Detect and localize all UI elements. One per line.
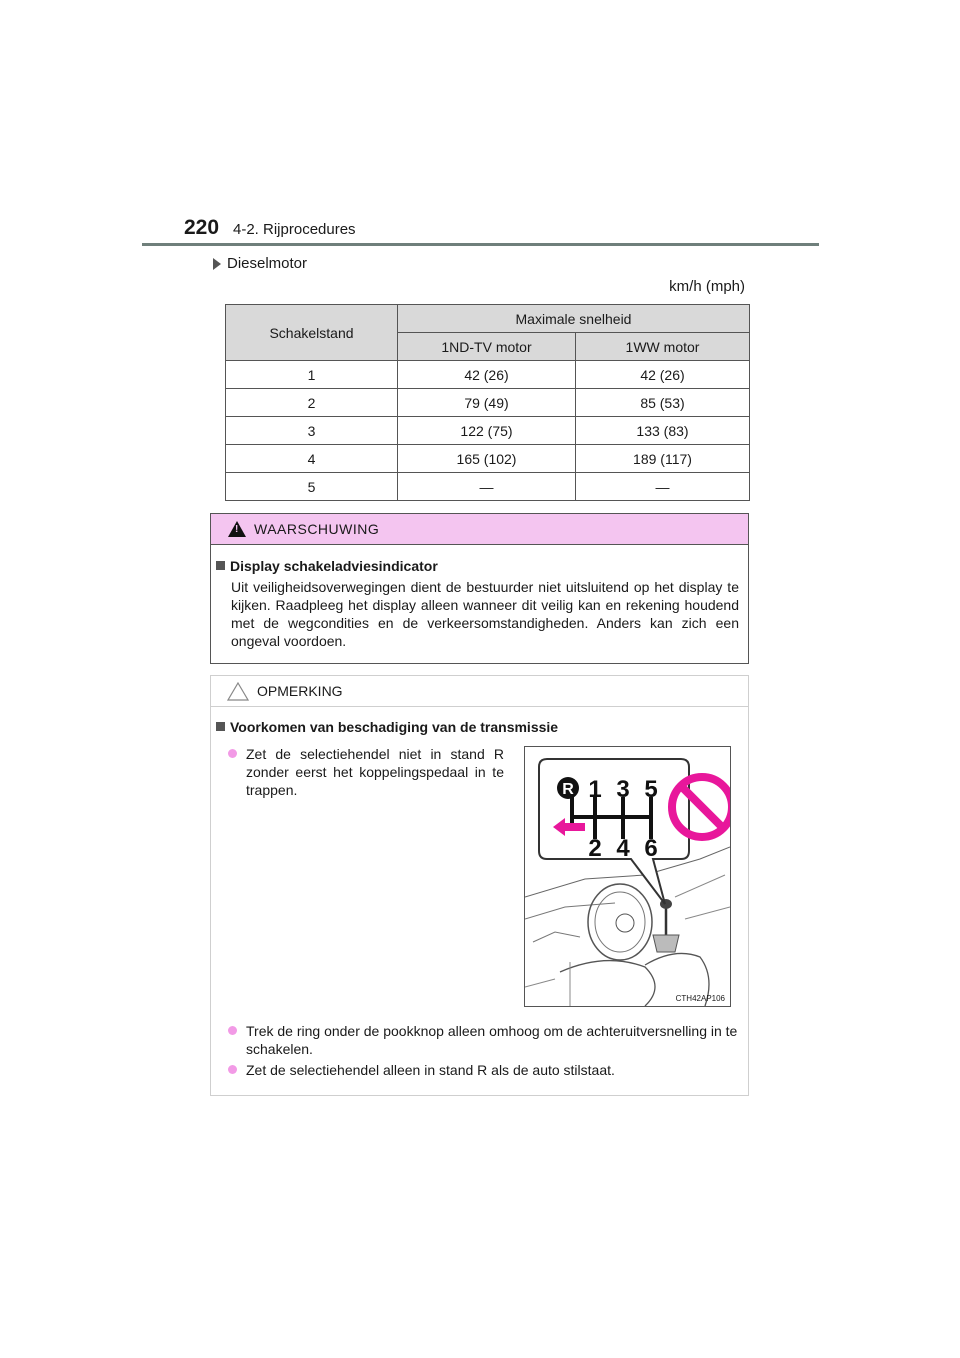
note-bullet-text: Zet de selectiehendel niet in stand R zonder eerst het koppelingspedaal in te trappen. [246, 746, 504, 798]
section-title: 4-2. Rijprocedures [233, 221, 356, 238]
table-header-1nd-tv: 1ND-TV motor [398, 333, 576, 361]
bullet-dot-icon [228, 749, 237, 758]
note-bullet [228, 1022, 748, 1058]
warning-box [210, 513, 749, 664]
bullet-dot-icon [228, 1026, 237, 1035]
table-row [226, 473, 750, 501]
table-row [226, 417, 750, 445]
table-row [226, 389, 750, 417]
table-header-gear: Schakelstand [226, 305, 398, 361]
table-cell-gear: 3 [226, 417, 398, 445]
cabin-drawing [525, 747, 730, 1006]
table-cell-1nd-tv: 122 (75) [398, 417, 576, 445]
table-row [226, 361, 750, 389]
unit-label: km/h (mph) [669, 278, 745, 295]
gear-1-label: 1 [588, 776, 602, 803]
illustration-code: CTH42AP106 [675, 994, 725, 1003]
table-cell-1nd-tv: 79 (49) [398, 389, 576, 417]
warning-header [211, 514, 748, 545]
table-header-max-speed: Maximale snelheid [398, 305, 750, 333]
note-title-text: Voorkomen van beschadiging van de transmissie [230, 719, 559, 735]
note-title [216, 719, 558, 735]
header-rule [142, 243, 819, 246]
table-cell-1ww: 133 (83) [576, 417, 750, 445]
table-cell-1ww: 85 (53) [576, 389, 750, 417]
note-bullet [228, 1061, 748, 1079]
table-cell-gear: 1 [226, 361, 398, 389]
table-cell-gear: 4 [226, 445, 398, 473]
gear-4-label: 4 [616, 835, 630, 862]
table-cell-1ww: 42 (26) [576, 361, 750, 389]
gear-r-label: R [562, 781, 574, 798]
page-number: 220 [184, 216, 220, 239]
square-bullet-icon [216, 722, 225, 731]
table-header-1ww: 1WW motor [576, 333, 750, 361]
speed-table [225, 304, 750, 501]
square-bullet-icon [216, 561, 225, 570]
warning-title [216, 558, 438, 574]
warning-label: WAARSCHUWING [254, 521, 380, 537]
warning-body: Uit veiligheidsoverwegingen dient de bestuurder niet uitsluitend op het display te kijken. Raadpleeg het display alleen wanneer dit veilig kan en rekening houdend met de wegcondities en de verkeersomstandigheden. Anders kan zich een ongeval voordoen. [231, 579, 739, 649]
note-bullet-text: Trek de ring onder de pookknop alleen omhoog om de achteruitversnelling in te schakelen. [246, 1023, 738, 1057]
warning-title-text: Display schakeladviesindicator [230, 558, 438, 574]
note-label: OPMERKING [257, 683, 343, 699]
note-header [211, 676, 748, 707]
subheading-text: Dieselmotor [227, 255, 308, 272]
triangle-bullet-icon [213, 258, 221, 270]
table-cell-1ww: 189 (117) [576, 445, 750, 473]
note-bullet [228, 745, 504, 799]
bullet-dot-icon [228, 1065, 237, 1074]
caution-outline-icon [227, 682, 249, 701]
subheading [213, 255, 307, 272]
gear-3-label: 3 [616, 776, 630, 803]
table-row [226, 445, 750, 473]
gear-6-label: 6 [644, 835, 658, 862]
table-cell-1nd-tv: 165 (102) [398, 445, 576, 473]
gear-5-label: 5 [644, 776, 658, 803]
table-cell-1nd-tv: 42 (26) [398, 361, 576, 389]
table-cell-gear: 2 [226, 389, 398, 417]
note-bullet-text: Zet de selectiehendel alleen in stand R als de auto stilstaat. [246, 1062, 615, 1078]
table-cell-1ww: — [576, 473, 750, 501]
table-cell-1nd-tv: — [398, 473, 576, 501]
gear-2-label: 2 [588, 835, 602, 862]
gear-shift-illustration [524, 746, 731, 1007]
table-cell-gear: 5 [226, 473, 398, 501]
warning-triangle-icon [228, 521, 246, 537]
